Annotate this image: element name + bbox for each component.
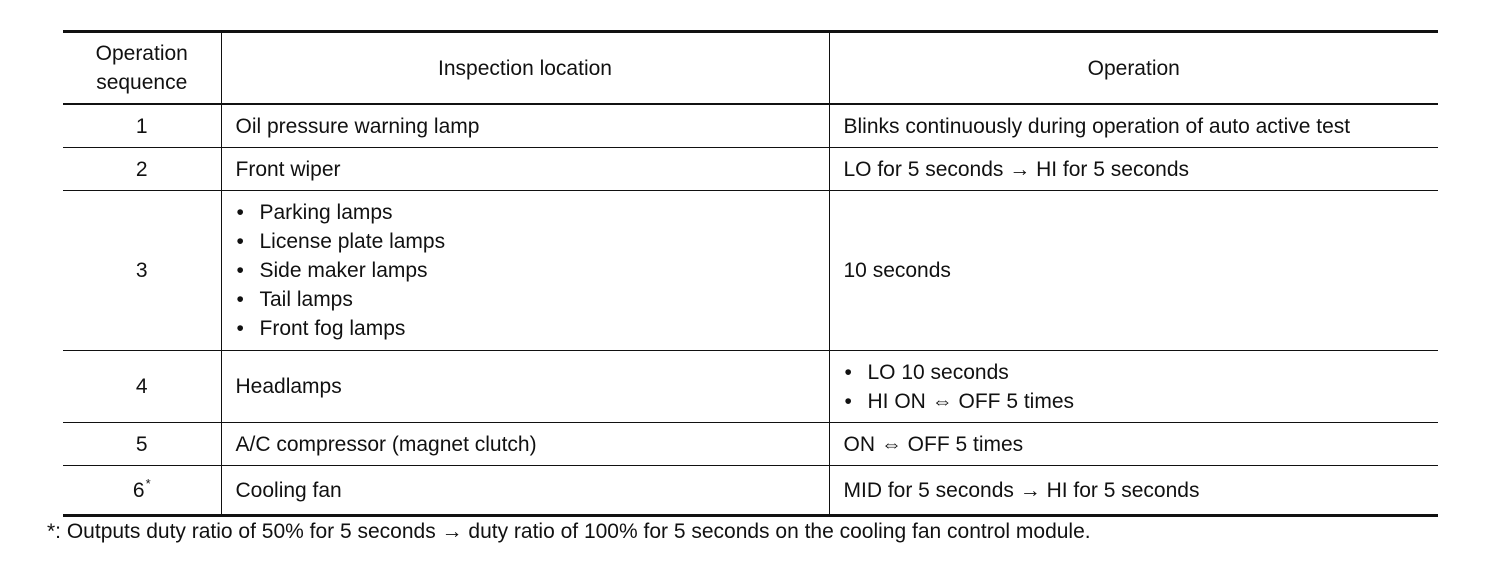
table-row	[63, 466, 1438, 516]
operation-cell: MID for 5 seconds → HI for 5 seconds	[829, 466, 1438, 516]
sequence-cell: 4	[63, 351, 221, 423]
location-bullet-list	[236, 198, 815, 343]
list-item: • Parking lamps	[236, 198, 815, 227]
sequence-number: 6	[132, 478, 145, 502]
header-sequence-line1: Operation	[95, 42, 188, 65]
header-operation-sequence	[63, 32, 221, 105]
table-row	[63, 104, 1438, 148]
header-inspection-location: Inspection location	[221, 32, 829, 105]
table-header-row	[63, 32, 1438, 105]
list-item: • Front fog lamps	[236, 314, 815, 343]
table-row	[63, 423, 1438, 466]
footnote-marker: *	[145, 475, 151, 491]
sequence-cell	[63, 466, 221, 516]
location-cell: Cooling fan	[221, 466, 829, 516]
sequence-cell: 5	[63, 423, 221, 466]
sequence-cell: 1	[63, 104, 221, 148]
list-item: • Tail lamps	[236, 285, 815, 314]
operation-cell: LO for 5 seconds → HI for 5 seconds	[829, 148, 1438, 191]
header-sequence-line2: sequence	[96, 71, 188, 94]
location-cell	[221, 191, 829, 351]
location-cell: Headlamps	[221, 351, 829, 423]
footnote: *: Outputs duty ratio of 50% for 5 seconds → duty ratio of 100% for 5 seconds on the cooling fan control module.	[47, 520, 1091, 543]
sequence-cell: 3	[63, 191, 221, 351]
operation-cell: ON ⇔ OFF 5 times	[829, 423, 1438, 466]
list-item: • Side maker lamps	[236, 256, 815, 285]
list-item: • HI ON ⇔ OFF 5 times	[844, 387, 1425, 416]
operation-bullet-list	[844, 358, 1425, 416]
operation-cell: Blinks continuously during operation of auto active test	[829, 104, 1438, 148]
location-cell: Front wiper	[221, 148, 829, 191]
operation-cell: 10 seconds	[829, 191, 1438, 351]
auto-active-test-table	[63, 30, 1438, 517]
table-row	[63, 191, 1438, 351]
operation-cell	[829, 351, 1438, 423]
table-row	[63, 148, 1438, 191]
location-cell: Oil pressure warning lamp	[221, 104, 829, 148]
location-cell: A/C compressor (magnet clutch)	[221, 423, 829, 466]
header-operation: Operation	[829, 32, 1438, 105]
sequence-cell: 2	[63, 148, 221, 191]
table-row	[63, 351, 1438, 423]
list-item: • License plate lamps	[236, 227, 815, 256]
list-item: • LO 10 seconds	[844, 358, 1425, 387]
